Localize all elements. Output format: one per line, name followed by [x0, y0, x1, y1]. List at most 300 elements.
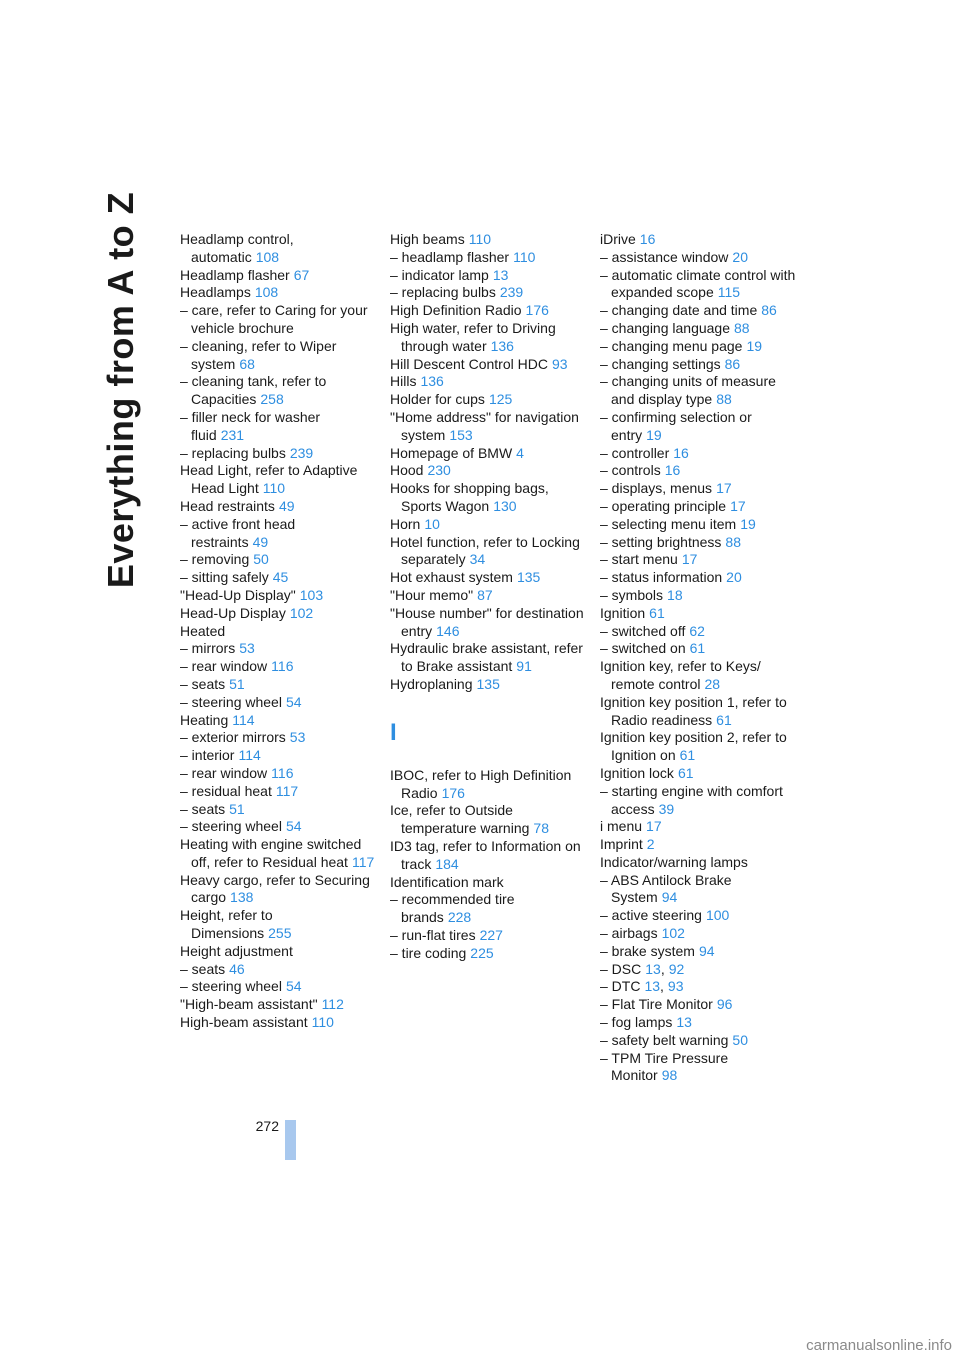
page-ref-separator: ,	[660, 978, 664, 995]
index-entry	[390, 320, 586, 356]
page-ref-link[interactable]: 88	[725, 533, 741, 550]
index-entry	[390, 802, 586, 838]
index-column-2	[390, 231, 586, 962]
page-ref-link[interactable]: 110	[468, 231, 492, 247]
page-ref-link[interactable]: 13	[676, 1014, 692, 1031]
index-entry	[180, 658, 376, 676]
page-ref-link[interactable]: 39	[658, 800, 675, 817]
page-ref-link[interactable]: 68	[239, 355, 255, 372]
page-ref-link[interactable]: 13	[492, 266, 509, 283]
index-entry	[180, 961, 376, 979]
index-entry-text: Heating with engine switched off, refer to Residual heat	[180, 836, 362, 870]
index-entry-text: "Head-Up Display"	[180, 586, 296, 603]
index-entry	[600, 872, 796, 908]
page-ref-link[interactable]: 96	[716, 996, 733, 1013]
page-ref-link[interactable]: 230	[427, 462, 451, 479]
index-entry	[180, 445, 376, 463]
index-entry-text: ID3 tag, refer to Information on track	[390, 837, 581, 872]
index-entry	[600, 1014, 796, 1032]
index-entry-text: Ignition	[600, 604, 646, 621]
page-ref-link[interactable]: 108	[254, 284, 279, 301]
index-entry	[390, 891, 586, 927]
index-entry-text: – displays, menus	[600, 480, 713, 497]
page-ref-link[interactable]: 153	[449, 426, 473, 443]
index-entry	[390, 874, 586, 892]
index-entry	[600, 356, 796, 374]
index-entry-text: – tire coding	[390, 944, 467, 961]
index-entry-text: Imprint	[600, 836, 643, 853]
index-entry-text: – changing settings	[600, 355, 721, 372]
index-entry-text: Heated	[180, 622, 226, 639]
page-ref-link[interactable]: 112	[321, 996, 344, 1013]
index-entry-text: – mirrors	[180, 640, 236, 657]
index-entry	[390, 927, 586, 945]
index-entry	[600, 694, 796, 730]
index-entry-text: – rear window	[180, 658, 268, 675]
index-entry-text: – steering wheel	[180, 978, 282, 995]
index-entry-text: – active front head restraints	[180, 515, 296, 550]
index-entry-text: – Flat Tire Monitor	[600, 996, 713, 1013]
index-entry	[390, 767, 586, 803]
index-entry-text: – setting brightness	[600, 533, 722, 550]
index-entry-text: Headlamp control, automatic	[180, 231, 294, 265]
index-entry	[180, 729, 376, 747]
index-entry-text: "Home address" for navigation system	[390, 408, 579, 443]
page-ref-link[interactable]: 231	[220, 426, 245, 443]
index-entry-text: – run-flat tires	[390, 926, 476, 943]
index-entry-text: Hydroplaning	[390, 675, 473, 692]
page-ref-link[interactable]: 62	[689, 622, 705, 639]
page-ref-link[interactable]: 17	[730, 497, 746, 514]
index-entry-text: – TPM Tire Pressure Monitor	[600, 1049, 729, 1084]
index-entry-text: – replacing bulbs	[180, 444, 286, 461]
index-entry-text: Height, refer to Dimensions	[180, 907, 273, 942]
index-entry	[180, 605, 376, 623]
index-entry	[180, 712, 376, 730]
index-entry	[600, 569, 796, 587]
index-entry	[180, 694, 376, 712]
index-entry-text: Head-Up Display	[180, 604, 286, 621]
page-ref-link[interactable]: 93	[551, 355, 568, 372]
index-entry	[600, 925, 796, 943]
index-entry-text: Head Light, refer to Adaptive Head Light	[180, 462, 358, 497]
index-entry	[390, 302, 586, 320]
index-entry-text: – airbags	[600, 925, 658, 942]
page-ref-link[interactable]: 116	[271, 764, 294, 781]
index-entry	[390, 356, 586, 374]
page-ref-link[interactable]: 13	[644, 978, 661, 995]
page-ref-link[interactable]: 61	[649, 604, 665, 621]
index-entry-text: Headlamps	[180, 284, 251, 301]
index-entry	[180, 498, 376, 516]
index-entry-text: – brake system	[600, 942, 695, 959]
page-ref-link[interactable]: 146	[436, 622, 460, 639]
index-entry-text: Identification mark	[390, 873, 504, 890]
index-entry-text: Hood	[390, 462, 424, 479]
index-entry	[600, 338, 796, 356]
index-entry	[600, 302, 796, 320]
index-entry	[180, 516, 376, 552]
index-entry	[600, 640, 796, 658]
index-entry-text: – exterior mirrors	[180, 729, 286, 746]
index-entry-text: – changing menu page	[600, 337, 743, 354]
page-ref-link[interactable]: 16	[639, 231, 656, 247]
page-ref-link[interactable]: 67	[293, 266, 310, 283]
page-ref-link[interactable]: 114	[232, 711, 255, 728]
index-entry-text: Indicator/warning lamps	[600, 853, 748, 870]
index-entry	[390, 945, 586, 963]
index-entry	[180, 569, 376, 587]
index-entry	[180, 373, 376, 409]
index-entry-text: Horn	[390, 515, 421, 532]
index-entry	[600, 373, 796, 409]
page-ref-link[interactable]: 46	[229, 960, 245, 977]
index-entry-text: High-beam assistant	[180, 1014, 308, 1031]
index-entry	[180, 409, 376, 445]
page-ref-link[interactable]: 116	[271, 658, 294, 675]
page-ref-separator: ,	[660, 960, 665, 977]
page-ref-link[interactable]: 13	[645, 960, 661, 977]
page-ref-link[interactable]: 17	[716, 480, 732, 497]
index-entry-text: – fog lamps	[600, 1014, 673, 1031]
page-ref-link[interactable]: 17	[646, 818, 662, 835]
index-entry-text: – recommended tire brands	[390, 891, 515, 926]
page-ref-link[interactable]: 94	[661, 889, 678, 906]
index-entry-text: High beams	[390, 231, 465, 247]
index-entry-text: – safety belt warning	[600, 1031, 729, 1048]
index-entry-text: Head restraints	[180, 497, 275, 514]
index-entry-text: – controls	[600, 462, 661, 479]
index-entry-text: – start menu	[600, 551, 678, 568]
index-entry-text: – status information	[600, 569, 723, 586]
page-ref-link[interactable]: 61	[679, 747, 696, 764]
page-ref-link[interactable]: 86	[724, 355, 741, 372]
page-ref-link[interactable]: 239	[289, 444, 314, 461]
index-entry	[600, 320, 796, 338]
index-entry	[600, 587, 796, 605]
index-entry	[180, 1014, 376, 1032]
index-entry-text: Ignition lock	[600, 764, 674, 781]
index-entry-text: – sitting safely	[180, 569, 269, 586]
page-ref-link[interactable]: 103	[299, 586, 324, 603]
index-entry-text: Ignition key position 1, refer to Radio readiness	[600, 693, 787, 728]
page-ref-link[interactable]: 54	[285, 693, 302, 710]
index-entry-text: – seats	[180, 675, 226, 692]
index-entry-text: – filler neck for washer fluid	[180, 408, 321, 443]
page-ref-link[interactable]: 135	[516, 569, 541, 586]
index-entry	[390, 462, 586, 480]
page-ref-link[interactable]: 176	[525, 302, 549, 319]
index-entry-text: i menu	[600, 818, 643, 835]
index-column-3	[600, 231, 796, 1085]
page-ref-link[interactable]: 20	[726, 569, 742, 586]
index-entry-text: – cleaning, refer to Wiper system	[180, 337, 337, 372]
index-entry-text: – selecting menu item	[600, 515, 737, 532]
index-entry-text: – changing date and time	[600, 302, 758, 319]
index-entry	[180, 765, 376, 783]
index-entry	[390, 534, 586, 570]
index-entry-text: Ice, refer to Outside temperature warning	[390, 802, 530, 837]
index-entry	[600, 605, 796, 623]
index-entry	[600, 783, 796, 819]
index-entry-text: – active steering	[600, 907, 702, 924]
page-ref-link[interactable]: 18	[667, 586, 683, 603]
page-ref-link[interactable]: 53	[239, 640, 255, 657]
index-entry-text: – controller	[600, 444, 670, 461]
page-ref-link[interactable]: 255	[268, 925, 292, 942]
index-entry	[180, 836, 376, 872]
page-ref-link[interactable]: 110	[513, 248, 536, 265]
side-title: Everything from A to Z	[100, 191, 141, 589]
index-entry	[600, 498, 796, 516]
index-entry-text: IBOC, refer to High Definition Radio	[390, 766, 572, 801]
page-ref-link[interactable]: 184	[435, 855, 459, 872]
page-ref-link[interactable]: 125	[488, 391, 513, 408]
index-entry	[600, 1050, 796, 1086]
index-entry-text: – symbols	[600, 586, 664, 603]
index-entry	[180, 284, 376, 302]
page-ref-link[interactable]: 225	[470, 944, 494, 961]
index-entry-text: Homepage of BMW	[390, 444, 513, 461]
index-entry	[600, 409, 796, 445]
page-ref-link[interactable]: 110	[311, 1014, 334, 1031]
page-ref-link[interactable]: 135	[476, 675, 500, 692]
page-ref-link[interactable]: 86	[761, 302, 777, 319]
index-entry-text: – residual heat	[180, 782, 272, 799]
page-ref-link[interactable]: 130	[493, 497, 517, 514]
page-ref-link[interactable]: 10	[424, 515, 440, 532]
index-entry-text: – switched on	[600, 640, 686, 657]
index-entry	[600, 907, 796, 925]
index-entry-text: – automatic climate control with expanded scope	[600, 266, 796, 301]
index-entry	[180, 907, 376, 943]
index-entry	[390, 838, 586, 874]
page-ref-link[interactable]: 20	[732, 248, 748, 265]
page-ref-link[interactable]: 61	[689, 640, 706, 657]
index-entry	[600, 818, 796, 836]
index-entry-text: – interior	[180, 747, 235, 764]
page-ref-link[interactable]: 2	[646, 836, 655, 853]
index-entry	[180, 801, 376, 819]
page-ref-link[interactable]: 19	[746, 337, 763, 354]
page-ref-link[interactable]: 98	[661, 1067, 678, 1084]
index-entry-text: – care, refer to Caring for your vehicle brochure	[180, 302, 368, 336]
page-ref-link[interactable]: 78	[533, 820, 549, 837]
page-ref-link[interactable]: 16	[673, 444, 689, 461]
index-entry-text: Height adjustment	[180, 942, 293, 959]
index-entry	[180, 302, 376, 338]
index-entry	[180, 978, 376, 996]
index-entry	[180, 551, 376, 569]
index-entry	[180, 338, 376, 374]
index-entry	[600, 765, 796, 783]
page-ref-link[interactable]: 117	[275, 782, 299, 799]
page-ref-link[interactable]: 45	[272, 569, 289, 586]
index-entry	[180, 747, 376, 765]
index-entry-text: Hydraulic brake assistant, refer to Brake assistant	[390, 640, 583, 675]
page-ref-link[interactable]: 239	[499, 284, 524, 301]
index-entry-text: – rear window	[180, 764, 268, 781]
page-ref-link[interactable]: 54	[285, 978, 302, 995]
index-entry-text: Hooks for shopping bags, Sports Wagon	[390, 480, 549, 514]
page-ref-link[interactable]: 88	[716, 391, 732, 408]
index-entry	[600, 996, 796, 1014]
index-column-1	[180, 231, 376, 1032]
index-entry	[390, 373, 586, 391]
page-ref-link[interactable]: 28	[704, 675, 721, 692]
index-entry-text: Heating	[180, 711, 229, 728]
index-entry-text: – steering wheel	[180, 818, 282, 835]
page-ref-link[interactable]: 258	[260, 391, 284, 408]
page-ref-link[interactable]: 176	[441, 784, 465, 801]
page-ref-link[interactable]: 50	[732, 1031, 748, 1048]
page-ref-link[interactable]: 61	[716, 711, 732, 728]
index-entry-text: Hill Descent Control HDC	[390, 355, 548, 372]
index-entry	[180, 818, 376, 836]
index-entry-text: – cleaning tank, refer to Capacities	[180, 373, 327, 408]
page-ref-link[interactable]: 138	[230, 889, 254, 906]
index-entry	[390, 587, 586, 605]
index-entry-text: – switched off	[600, 622, 686, 639]
page-ref-link[interactable]: 100	[705, 907, 730, 924]
page-ref-link[interactable]: 19	[740, 515, 756, 532]
index-entry	[390, 569, 586, 587]
page-ref-link[interactable]: 19	[646, 426, 662, 443]
index-entry-text: Ignition key position 2, refer to Ignition on	[600, 729, 787, 764]
page-ref-link[interactable]: 102	[661, 925, 685, 942]
index-entry	[180, 231, 376, 267]
page-ref-link[interactable]: 136	[420, 373, 444, 390]
page-ref-link[interactable]: 51	[229, 675, 245, 692]
index-entry	[180, 676, 376, 694]
page-ref-link[interactable]: 34	[469, 551, 486, 568]
index-entry	[180, 640, 376, 658]
index-entry-text: – changing units of measure and display type	[600, 373, 776, 408]
page-ref-link[interactable]: 54	[285, 818, 302, 835]
index-entry-text: – indicator lamp	[390, 266, 489, 283]
index-entry	[600, 231, 796, 249]
index-entry	[180, 462, 376, 498]
index-entry-text: – headlamp flasher	[390, 248, 510, 265]
page-ref-link[interactable]: 4	[516, 444, 524, 461]
index-entry	[600, 480, 796, 498]
page-ref-link[interactable]: 51	[229, 800, 245, 817]
page-accent-bar	[285, 1120, 296, 1160]
index-entry	[600, 1032, 796, 1050]
index-entry	[390, 409, 586, 445]
index-entry-text: Ignition key, refer to Keys/ remote control	[600, 658, 761, 692]
index-entry-text: Headlamp flasher	[180, 266, 290, 283]
index-entry	[390, 267, 586, 285]
page-ref-link[interactable]: 115	[717, 284, 741, 301]
index-entry	[390, 445, 586, 463]
page-ref-link[interactable]: 228	[447, 909, 472, 926]
page-ref-link[interactable]: 227	[479, 926, 503, 943]
page-number: 272	[255, 1118, 279, 1134]
page-ref-link[interactable]: 117	[351, 853, 375, 870]
index-entry-text: – replacing bulbs	[390, 284, 496, 301]
index-entry	[600, 658, 796, 694]
index-entry	[600, 551, 796, 569]
index-entry	[600, 534, 796, 552]
index-entry	[180, 623, 376, 641]
index-entry-text: iDrive	[600, 231, 636, 247]
index-entry-text: – confirming selection or entry	[600, 408, 752, 443]
index-entry	[180, 943, 376, 961]
page-ref-link[interactable]: 136	[490, 337, 514, 354]
index-entry	[180, 267, 376, 285]
index-entry	[180, 783, 376, 801]
page-ref-link[interactable]: 50	[253, 551, 269, 568]
page-ref-link[interactable]: 16	[664, 462, 681, 479]
index-entry	[600, 854, 796, 872]
index-entry	[600, 978, 796, 996]
page-ref-link[interactable]: 94	[698, 942, 715, 959]
index-entry-text: High Definition Radio	[390, 302, 522, 319]
index-entry	[180, 587, 376, 605]
index-entry	[390, 640, 586, 676]
index-entry	[390, 231, 586, 249]
page-ref-link[interactable]: 114	[238, 747, 261, 764]
index-entry-text: – seats	[180, 800, 226, 817]
index-entry	[600, 961, 796, 979]
page-ref-link[interactable]: 91	[516, 658, 532, 675]
index-entry	[390, 516, 586, 534]
index-entry-text: – DTC	[600, 978, 641, 995]
index-entry-text: "High-beam assistant"	[180, 996, 318, 1013]
index-letter-heading: I	[390, 718, 397, 746]
index-entry-text: – assistance window	[600, 248, 729, 265]
index-entry-text: Hills	[390, 373, 417, 390]
index-entry	[600, 445, 796, 463]
index-entry-text: Holder for cups	[390, 391, 485, 408]
index-entry-text: – removing	[180, 551, 250, 568]
footer-watermark[interactable]: carmanualsonline.info	[806, 1337, 952, 1354]
page-ref-link[interactable]: 108	[255, 248, 280, 265]
index-entry-text: – ABS Antilock Brake System	[600, 871, 732, 906]
page-ref-link[interactable]: 17	[681, 551, 698, 568]
index-entry-text: Heavy cargo, refer to Securing cargo	[180, 871, 370, 906]
index-entry	[600, 462, 796, 480]
page-ref-link[interactable]: 92	[668, 960, 685, 977]
page-ref-link[interactable]: 102	[289, 604, 314, 621]
index-entry	[180, 872, 376, 908]
page-ref-link[interactable]: 61	[677, 764, 694, 781]
index-entry-text: "House number" for destination entry	[390, 604, 584, 639]
index-entry	[600, 729, 796, 765]
index-entry-text: – starting engine with comfort access	[600, 782, 783, 817]
index-entry-text: – operating principle	[600, 497, 727, 514]
index-entry-text: – steering wheel	[180, 693, 282, 710]
index-entry	[390, 249, 586, 267]
page-ref-link[interactable]: 49	[252, 533, 269, 550]
page-ref-link[interactable]: 87	[477, 586, 493, 603]
index-entry-text: "Hour memo"	[390, 586, 474, 603]
index-entry	[600, 516, 796, 534]
index-entry	[600, 836, 796, 854]
index-entry	[600, 943, 796, 961]
index-entry	[390, 391, 586, 409]
page-ref-link[interactable]: 53	[289, 729, 306, 746]
page-ref-link[interactable]: 93	[667, 978, 684, 995]
index-entry	[390, 284, 586, 302]
page-ref-link[interactable]: 88	[734, 319, 750, 336]
index-entry	[390, 605, 586, 641]
index-entry	[390, 480, 586, 516]
page-ref-link[interactable]: 49	[278, 497, 295, 514]
index-entry-text: – changing language	[600, 319, 731, 336]
page-ref-link[interactable]: 110	[262, 480, 286, 497]
